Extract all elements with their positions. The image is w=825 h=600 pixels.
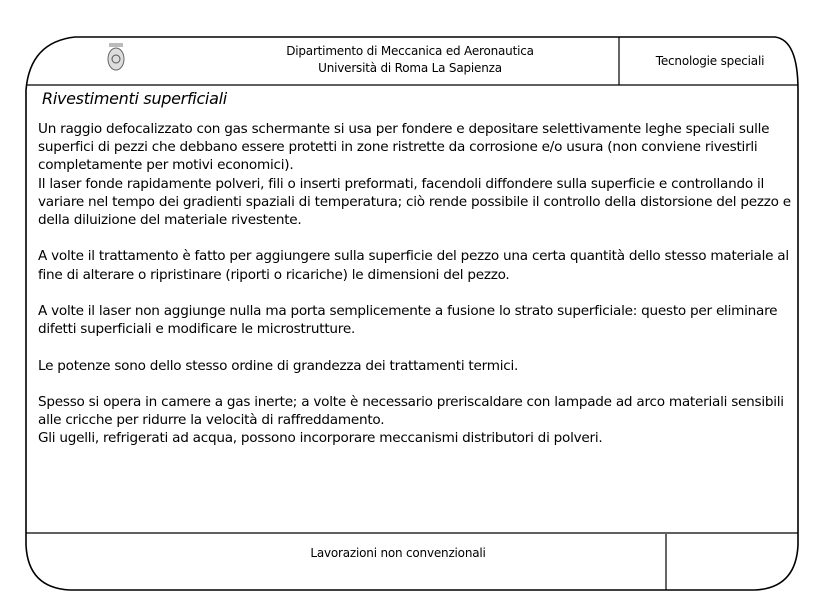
text-line: Il laser fonde rapidamente polveri, fili o inserti preformati, facendoli diffondere sulla superficie e controllando il variare nel tempo dei gradienti spaziali di temperatura; ciò rende possibile il controllo della distorsione del pezzo e della diluizione del materiale rivestente. xyxy=(38,175,791,229)
paragraph xyxy=(38,247,798,283)
paragraph xyxy=(38,302,798,338)
paragraph xyxy=(38,120,798,229)
text-line: A volte il laser non aggiunge nulla ma porta semplicemente a fusione lo strato superficiale: questo per eliminare difetti superficiali e modificare le microstrutture. xyxy=(38,303,778,338)
university-seal-logo xyxy=(106,42,126,72)
text-line: Un raggio defocalizzato con gas schermante si usa per fondere e depositare selettivamente leghe speciali sulle superfici di pezzi che debbano essere protetti in zone ristrette da corrosione e/o usura (non conviene rivestirli completamente per motivi economici). xyxy=(38,121,770,174)
text-line: A volte il trattamento è fatto per aggiungere sulla superficie del pezzo una certa quantità dello stesso materiale al fine di alterare o ripristinare (riporti o ricariche) le dimensioni del pezzo. xyxy=(38,248,789,283)
slide-body xyxy=(38,120,798,466)
text-line: Le potenze sono dello stesso ordine di grandezza dei trattamenti termici. xyxy=(38,357,519,374)
text-line: Spesso si opera in camere a gas inerte; a volte è necessario preriscaldare con lampade ad arco materiali sensibili alle cricche per ridurre la velocità di raffreddamento. xyxy=(38,393,784,429)
paragraph xyxy=(38,357,798,375)
text-line: Gli ugelli, refrigerati ad acqua, possono incorporare meccanismi distributori di polveri. xyxy=(38,430,603,447)
course-name: Tecnologie speciali xyxy=(655,54,765,68)
paragraph xyxy=(38,393,798,448)
slide-title: Rivestimenti superficiali xyxy=(42,89,227,108)
header-institution xyxy=(230,43,590,77)
department-name: Dipartimento di Meccanica ed Aeronautica xyxy=(286,44,534,58)
university-name: Università di Roma La Sapienza xyxy=(318,61,502,75)
footer-label: Lavorazioni non convenzionali xyxy=(310,546,486,560)
